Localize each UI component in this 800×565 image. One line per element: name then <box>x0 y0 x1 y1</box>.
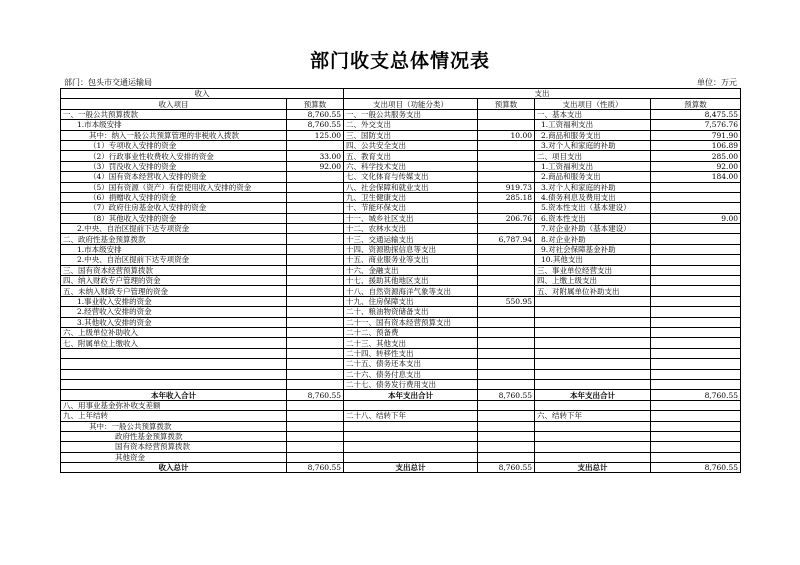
table-row <box>61 265 741 275</box>
income-item-cell: （7）政府住房基金收入安排的资金 <box>61 203 287 213</box>
func-item-cell: 十九、住房保障支出 <box>344 296 478 306</box>
nature-item-cell <box>535 379 651 389</box>
func-item-cell: 十一、城乡社区支出 <box>344 213 478 223</box>
nature-budget-cell <box>651 452 741 462</box>
income-budget-cell <box>287 327 344 337</box>
table-row <box>61 140 741 150</box>
income-budget-cell <box>287 411 344 421</box>
income-item-cell: 六、上级单位补助收入 <box>61 327 287 337</box>
income-item-cell: （3）罚没收入安排的资金 <box>61 161 287 171</box>
func-budget-cell <box>478 442 535 452</box>
grand-expense-nature-total-label: 支出总计 <box>535 463 651 473</box>
nature-item-cell <box>535 431 651 441</box>
func-item-cell: 二十二、预备费 <box>344 327 478 337</box>
income-item-cell: 国有资本经营预算拨款 <box>61 442 287 452</box>
func-budget-cell: 919.73 <box>478 182 535 192</box>
nature-budget-header: 预算数 <box>651 99 741 109</box>
table-row <box>61 431 741 441</box>
nature-budget-cell <box>651 411 741 421</box>
nature-item-cell <box>535 327 651 337</box>
table-row <box>61 307 741 317</box>
income-item-cell: （6）捐赠收入安排的资金 <box>61 192 287 202</box>
income-item-cell: 三、国有资本经营预算拨款 <box>61 265 287 275</box>
year-total-row <box>61 390 741 400</box>
nature-budget-cell: 7,576.76 <box>651 120 741 130</box>
income-item-cell: 七、附属单位上缴收入 <box>61 338 287 348</box>
expense-header: 支出 <box>344 89 741 99</box>
nature-budget-cell <box>651 286 741 296</box>
income-budget-cell <box>287 140 344 150</box>
nature-budget-cell <box>651 369 741 379</box>
func-item-cell <box>344 452 478 462</box>
nature-item-cell: 9.对社会保障基金补助 <box>535 244 651 254</box>
func-item-cell: 二、外交支出 <box>344 120 478 130</box>
table-row <box>61 182 741 192</box>
nature-budget-cell <box>651 192 741 202</box>
table-row <box>61 348 741 358</box>
income-item-cell: 2.中央、自治区提前下达专项资金 <box>61 224 287 234</box>
income-budget-cell: 8,760.55 <box>287 120 344 130</box>
func-budget-cell <box>478 431 535 441</box>
nature-item-cell: 四、上缴上级支出 <box>535 276 651 286</box>
nature-item-cell <box>535 452 651 462</box>
nature-item-cell: 2.商品和服务支出 <box>535 130 651 140</box>
nature-item-cell: 1.工资福利支出 <box>535 161 651 171</box>
header-row-sub <box>61 99 741 109</box>
income-budget-cell: 92.00 <box>287 161 344 171</box>
nature-budget-cell <box>651 359 741 369</box>
func-item-cell: 十五、商业服务业等支出 <box>344 255 478 265</box>
nature-item-cell <box>535 307 651 317</box>
nature-budget-cell: 9.00 <box>651 213 741 223</box>
table-row <box>61 327 741 337</box>
table-row <box>61 338 741 348</box>
nature-item-cell: 5.资本性支出（基本建设） <box>535 203 651 213</box>
income-budget-cell <box>287 255 344 265</box>
nature-budget-cell: 184.00 <box>651 172 741 182</box>
table-row <box>61 369 741 379</box>
income-budget-cell <box>287 286 344 296</box>
income-budget-cell <box>287 203 344 213</box>
func-item-cell: 十四、资源勘探信息等支出 <box>344 244 478 254</box>
func-budget-cell: 285.18 <box>478 192 535 202</box>
func-budget-cell <box>478 379 535 389</box>
income-item-cell: 五、未纳入财政专户管理的资金 <box>61 286 287 296</box>
income-item-cell: （4）国有资本经营收入安排的资金 <box>61 172 287 182</box>
table-row <box>61 234 741 244</box>
table-row <box>61 276 741 286</box>
nature-budget-cell <box>651 255 741 265</box>
grand-expense-nature-total: 8,760.55 <box>651 463 741 473</box>
nature-item-cell: 6.资本性支出 <box>535 213 651 223</box>
table-row <box>61 379 741 389</box>
income-item-cell <box>61 348 287 358</box>
table-row <box>61 400 741 410</box>
func-budget-cell <box>478 421 535 431</box>
table-row <box>61 172 741 182</box>
nature-budget-cell <box>651 276 741 286</box>
func-item-cell: 二十三、其他支出 <box>344 338 478 348</box>
year-expense-nature-total: 8,760.55 <box>651 390 741 400</box>
income-budget-cell <box>287 369 344 379</box>
department-label: 部门：包头市交通运输局 <box>64 78 152 87</box>
nature-item-cell: 三、事业单位经营支出 <box>535 265 651 275</box>
func-budget-cell <box>478 255 535 265</box>
nature-budget-cell <box>651 338 741 348</box>
income-budget-cell <box>287 244 344 254</box>
nature-item-cell: 4.债务利息及费用支出 <box>535 192 651 202</box>
func-item-cell: 一、一般公共服务支出 <box>344 109 478 119</box>
nature-budget-cell: 791.90 <box>651 130 741 140</box>
income-budget-cell <box>287 296 344 306</box>
income-item-cell: 1.市本级安排 <box>61 244 287 254</box>
income-item-cell: 1.市本级安排 <box>61 120 287 130</box>
income-budget-cell <box>287 265 344 275</box>
nature-item-cell: 1.工资福利支出 <box>535 120 651 130</box>
func-budget-header: 预算数 <box>478 99 535 109</box>
nature-item-cell <box>535 442 651 452</box>
year-expense-func-total-label: 本年支出合计 <box>344 390 478 400</box>
nature-item-cell <box>535 400 651 410</box>
func-budget-cell <box>478 203 535 213</box>
func-item-cell: 二十、粮油物资储备支出 <box>344 307 478 317</box>
table-row <box>61 213 741 223</box>
nature-item-cell: 二、项目支出 <box>535 151 651 161</box>
func-item-cell: 二十七、债务发行费用支出 <box>344 379 478 389</box>
income-item-cell <box>61 359 287 369</box>
func-item-cell: 十七、援助其他地区支出 <box>344 276 478 286</box>
func-budget-cell <box>478 348 535 358</box>
income-budget-cell <box>287 234 344 244</box>
nature-budget-cell <box>651 203 741 213</box>
table-row <box>61 452 741 462</box>
table-row <box>61 296 741 306</box>
nature-budget-cell <box>651 317 741 327</box>
table-row <box>61 203 741 213</box>
nature-item-cell: 一、基本支出 <box>535 109 651 119</box>
func-budget-cell <box>478 244 535 254</box>
nature-budget-cell <box>651 244 741 254</box>
nature-budget-cell <box>651 224 741 234</box>
func-item-cell <box>344 442 478 452</box>
income-budget-cell <box>287 452 344 462</box>
func-item-cell: 二十一、国有资本经营预算支出 <box>344 317 478 327</box>
income-budget-cell <box>287 348 344 358</box>
table-row <box>61 224 741 234</box>
func-item-cell: 十六、金融支出 <box>344 265 478 275</box>
func-budget-cell <box>478 338 535 348</box>
income-budget-cell <box>287 317 344 327</box>
func-budget-cell: 206.76 <box>478 213 535 223</box>
func-budget-cell <box>478 276 535 286</box>
income-item-cell: 2.经营收入安排的资金 <box>61 307 287 317</box>
func-budget-cell <box>478 400 535 410</box>
page-title: 部门收支总体情况表 <box>309 50 490 72</box>
nature-item-cell: 3.对个人和家庭的补助 <box>535 182 651 192</box>
income-budget-cell <box>287 379 344 389</box>
func-item-cell: 八、社会保障和就业支出 <box>344 182 478 192</box>
income-item-cell: 1.事业收入安排的资金 <box>61 296 287 306</box>
nature-item-cell <box>535 359 651 369</box>
income-budget-cell <box>287 359 344 369</box>
income-item-cell: 八、用事业基金弥补收支差额 <box>61 400 287 410</box>
nature-budget-cell: 106.89 <box>651 140 741 150</box>
table-row <box>61 411 741 421</box>
nature-budget-cell <box>651 431 741 441</box>
func-item-cell: 十三、交通运输支出 <box>344 234 478 244</box>
func-item-cell: 二十五、债务还本支出 <box>344 359 478 369</box>
income-budget-cell: 125.00 <box>287 130 344 140</box>
func-budget-cell <box>478 120 535 130</box>
income-item-cell <box>61 369 287 379</box>
table-row <box>61 161 741 171</box>
nature-item-cell: 3.对个人和家庭的补助 <box>535 140 651 150</box>
nature-budget-cell <box>651 379 741 389</box>
nature-item-cell <box>535 421 651 431</box>
func-item-cell: 五、教育支出 <box>344 151 478 161</box>
func-item-cell: 十二、农林水支出 <box>344 224 478 234</box>
nature-budget-cell <box>651 421 741 431</box>
nature-budget-cell <box>651 327 741 337</box>
func-budget-cell: 10.00 <box>478 130 535 140</box>
func-item-cell: 三、国防支出 <box>344 130 478 140</box>
func-item-cell: 六、科学技术支出 <box>344 161 478 171</box>
nature-budget-cell: 92.00 <box>651 161 741 171</box>
func-budget-cell <box>478 224 535 234</box>
nature-item-cell <box>535 296 651 306</box>
income-budget-cell <box>287 172 344 182</box>
income-budget-header: 预算数 <box>287 99 344 109</box>
func-budget-cell <box>478 411 535 421</box>
func-item-cell <box>344 431 478 441</box>
func-budget-cell <box>478 452 535 462</box>
func-item-cell: 二十四、转移性支出 <box>344 348 478 358</box>
income-budget-cell <box>287 276 344 286</box>
table-row <box>61 109 741 119</box>
grand-income-total-label: 收入总计 <box>61 463 287 473</box>
func-budget-cell <box>478 369 535 379</box>
nature-budget-cell <box>651 442 741 452</box>
budget-table <box>60 88 741 473</box>
income-item-cell: 四、纳入财政专户管理的资金 <box>61 276 287 286</box>
nature-budget-cell <box>651 307 741 317</box>
func-budget-cell <box>478 317 535 327</box>
income-item-cell: 其中：纳入一般公共预算管理的非税收入拨款 <box>61 130 287 140</box>
nature-item-cell <box>535 338 651 348</box>
grand-total-row <box>61 463 741 473</box>
func-budget-cell <box>478 140 535 150</box>
func-item-cell: 四、公共安全支出 <box>344 140 478 150</box>
nature-budget-cell <box>651 400 741 410</box>
func-budget-cell <box>478 265 535 275</box>
grand-expense-func-total-label: 支出总计 <box>344 463 478 473</box>
nature-budget-cell: 285.00 <box>651 151 741 161</box>
func-budget-cell <box>478 161 535 171</box>
func-item-header: 支出项目（功能分类） <box>344 99 478 109</box>
income-item-cell: （1）专项收入安排的资金 <box>61 140 287 150</box>
func-budget-cell <box>478 359 535 369</box>
income-item-cell: 2.中央、自治区提前下达专项资金 <box>61 255 287 265</box>
income-item-cell: 其他资金 <box>61 452 287 462</box>
income-item-cell: （2）行政事业性收费收入安排的资金 <box>61 151 287 161</box>
income-item-cell: 政府性基金预算拨款 <box>61 431 287 441</box>
func-budget-cell <box>478 151 535 161</box>
func-budget-cell <box>478 172 535 182</box>
func-item-cell: 十八、自然资源海洋气象等支出 <box>344 286 478 296</box>
nature-item-cell: 8.对企业补助 <box>535 234 651 244</box>
func-budget-cell <box>478 109 535 119</box>
nature-item-cell: 六、结转下年 <box>535 411 651 421</box>
income-budget-cell <box>287 213 344 223</box>
func-budget-cell: 6,787.94 <box>478 234 535 244</box>
func-budget-cell: 550.95 <box>478 296 535 306</box>
grand-expense-func-total: 8,760.55 <box>478 463 535 473</box>
func-item-cell: 九、卫生健康支出 <box>344 192 478 202</box>
grand-income-total: 8,760.55 <box>287 463 344 473</box>
year-expense-func-total: 8,760.55 <box>478 390 535 400</box>
table-row <box>61 244 741 254</box>
table-row <box>61 359 741 369</box>
income-budget-cell <box>287 442 344 452</box>
nature-item-cell <box>535 369 651 379</box>
income-budget-cell <box>287 307 344 317</box>
func-item-cell: 二十六、债务付息支出 <box>344 369 478 379</box>
income-item-cell: （5）国有资源（资产）有偿使用收入安排的资金 <box>61 182 287 192</box>
year-expense-nature-total-label: 本年支出合计 <box>535 390 651 400</box>
nature-budget-cell <box>651 265 741 275</box>
func-budget-cell <box>478 327 535 337</box>
nature-item-header: 支出项目（性质） <box>535 99 651 109</box>
nature-item-cell: 2.商品和服务支出 <box>535 172 651 182</box>
nature-item-cell: 7.对企业补助（基本建设） <box>535 224 651 234</box>
income-budget-cell <box>287 421 344 431</box>
year-income-total-label: 本年收入合计 <box>61 390 287 400</box>
table-row <box>61 421 741 431</box>
income-budget-cell <box>287 224 344 234</box>
table-row <box>61 130 741 140</box>
income-item-header: 收入项目 <box>61 99 287 109</box>
func-item-cell: 二十八、结转下年 <box>344 411 478 421</box>
income-item-cell: 一、一般公共预算拨款 <box>61 109 287 119</box>
unit-label: 单位：万元 <box>697 78 737 87</box>
income-budget-cell <box>287 338 344 348</box>
nature-item-cell: 10.其他支出 <box>535 255 651 265</box>
nature-budget-cell <box>651 182 741 192</box>
income-budget-cell <box>287 400 344 410</box>
income-header: 收入 <box>61 89 344 99</box>
nature-budget-cell <box>651 234 741 244</box>
income-budget-cell: 8,760.55 <box>287 109 344 119</box>
table-row <box>61 442 741 452</box>
func-item-cell: 十、节能环保支出 <box>344 203 478 213</box>
table-row <box>61 151 741 161</box>
nature-item-cell: 五、对附属单位补助支出 <box>535 286 651 296</box>
table-row <box>61 286 741 296</box>
nature-budget-cell <box>651 348 741 358</box>
income-budget-cell <box>287 431 344 441</box>
income-item-cell: 3.其他收入安排的资金 <box>61 317 287 327</box>
income-budget-cell: 33.00 <box>287 151 344 161</box>
func-item-cell <box>344 421 478 431</box>
nature-item-cell <box>535 317 651 327</box>
year-income-total: 8,760.55 <box>287 390 344 400</box>
header-row-top <box>61 89 741 99</box>
table-row <box>61 192 741 202</box>
func-item-cell <box>344 400 478 410</box>
func-item-cell: 七、文化体育与传媒支出 <box>344 172 478 182</box>
func-budget-cell <box>478 307 535 317</box>
nature-item-cell <box>535 348 651 358</box>
income-item-cell: （8）其他收入安排的资金 <box>61 213 287 223</box>
income-item-cell: 九、上年结转 <box>61 411 287 421</box>
income-item-cell: 二、政府性基金预算拨款 <box>61 234 287 244</box>
income-budget-cell <box>287 192 344 202</box>
nature-budget-cell: 8,475.55 <box>651 109 741 119</box>
income-item-cell: 其中：一般公共预算拨款 <box>61 421 287 431</box>
nature-budget-cell <box>651 296 741 306</box>
income-item-cell <box>61 379 287 389</box>
func-budget-cell <box>478 286 535 296</box>
table-row <box>61 255 741 265</box>
income-budget-cell <box>287 182 344 192</box>
table-row <box>61 317 741 327</box>
table-row <box>61 120 741 130</box>
